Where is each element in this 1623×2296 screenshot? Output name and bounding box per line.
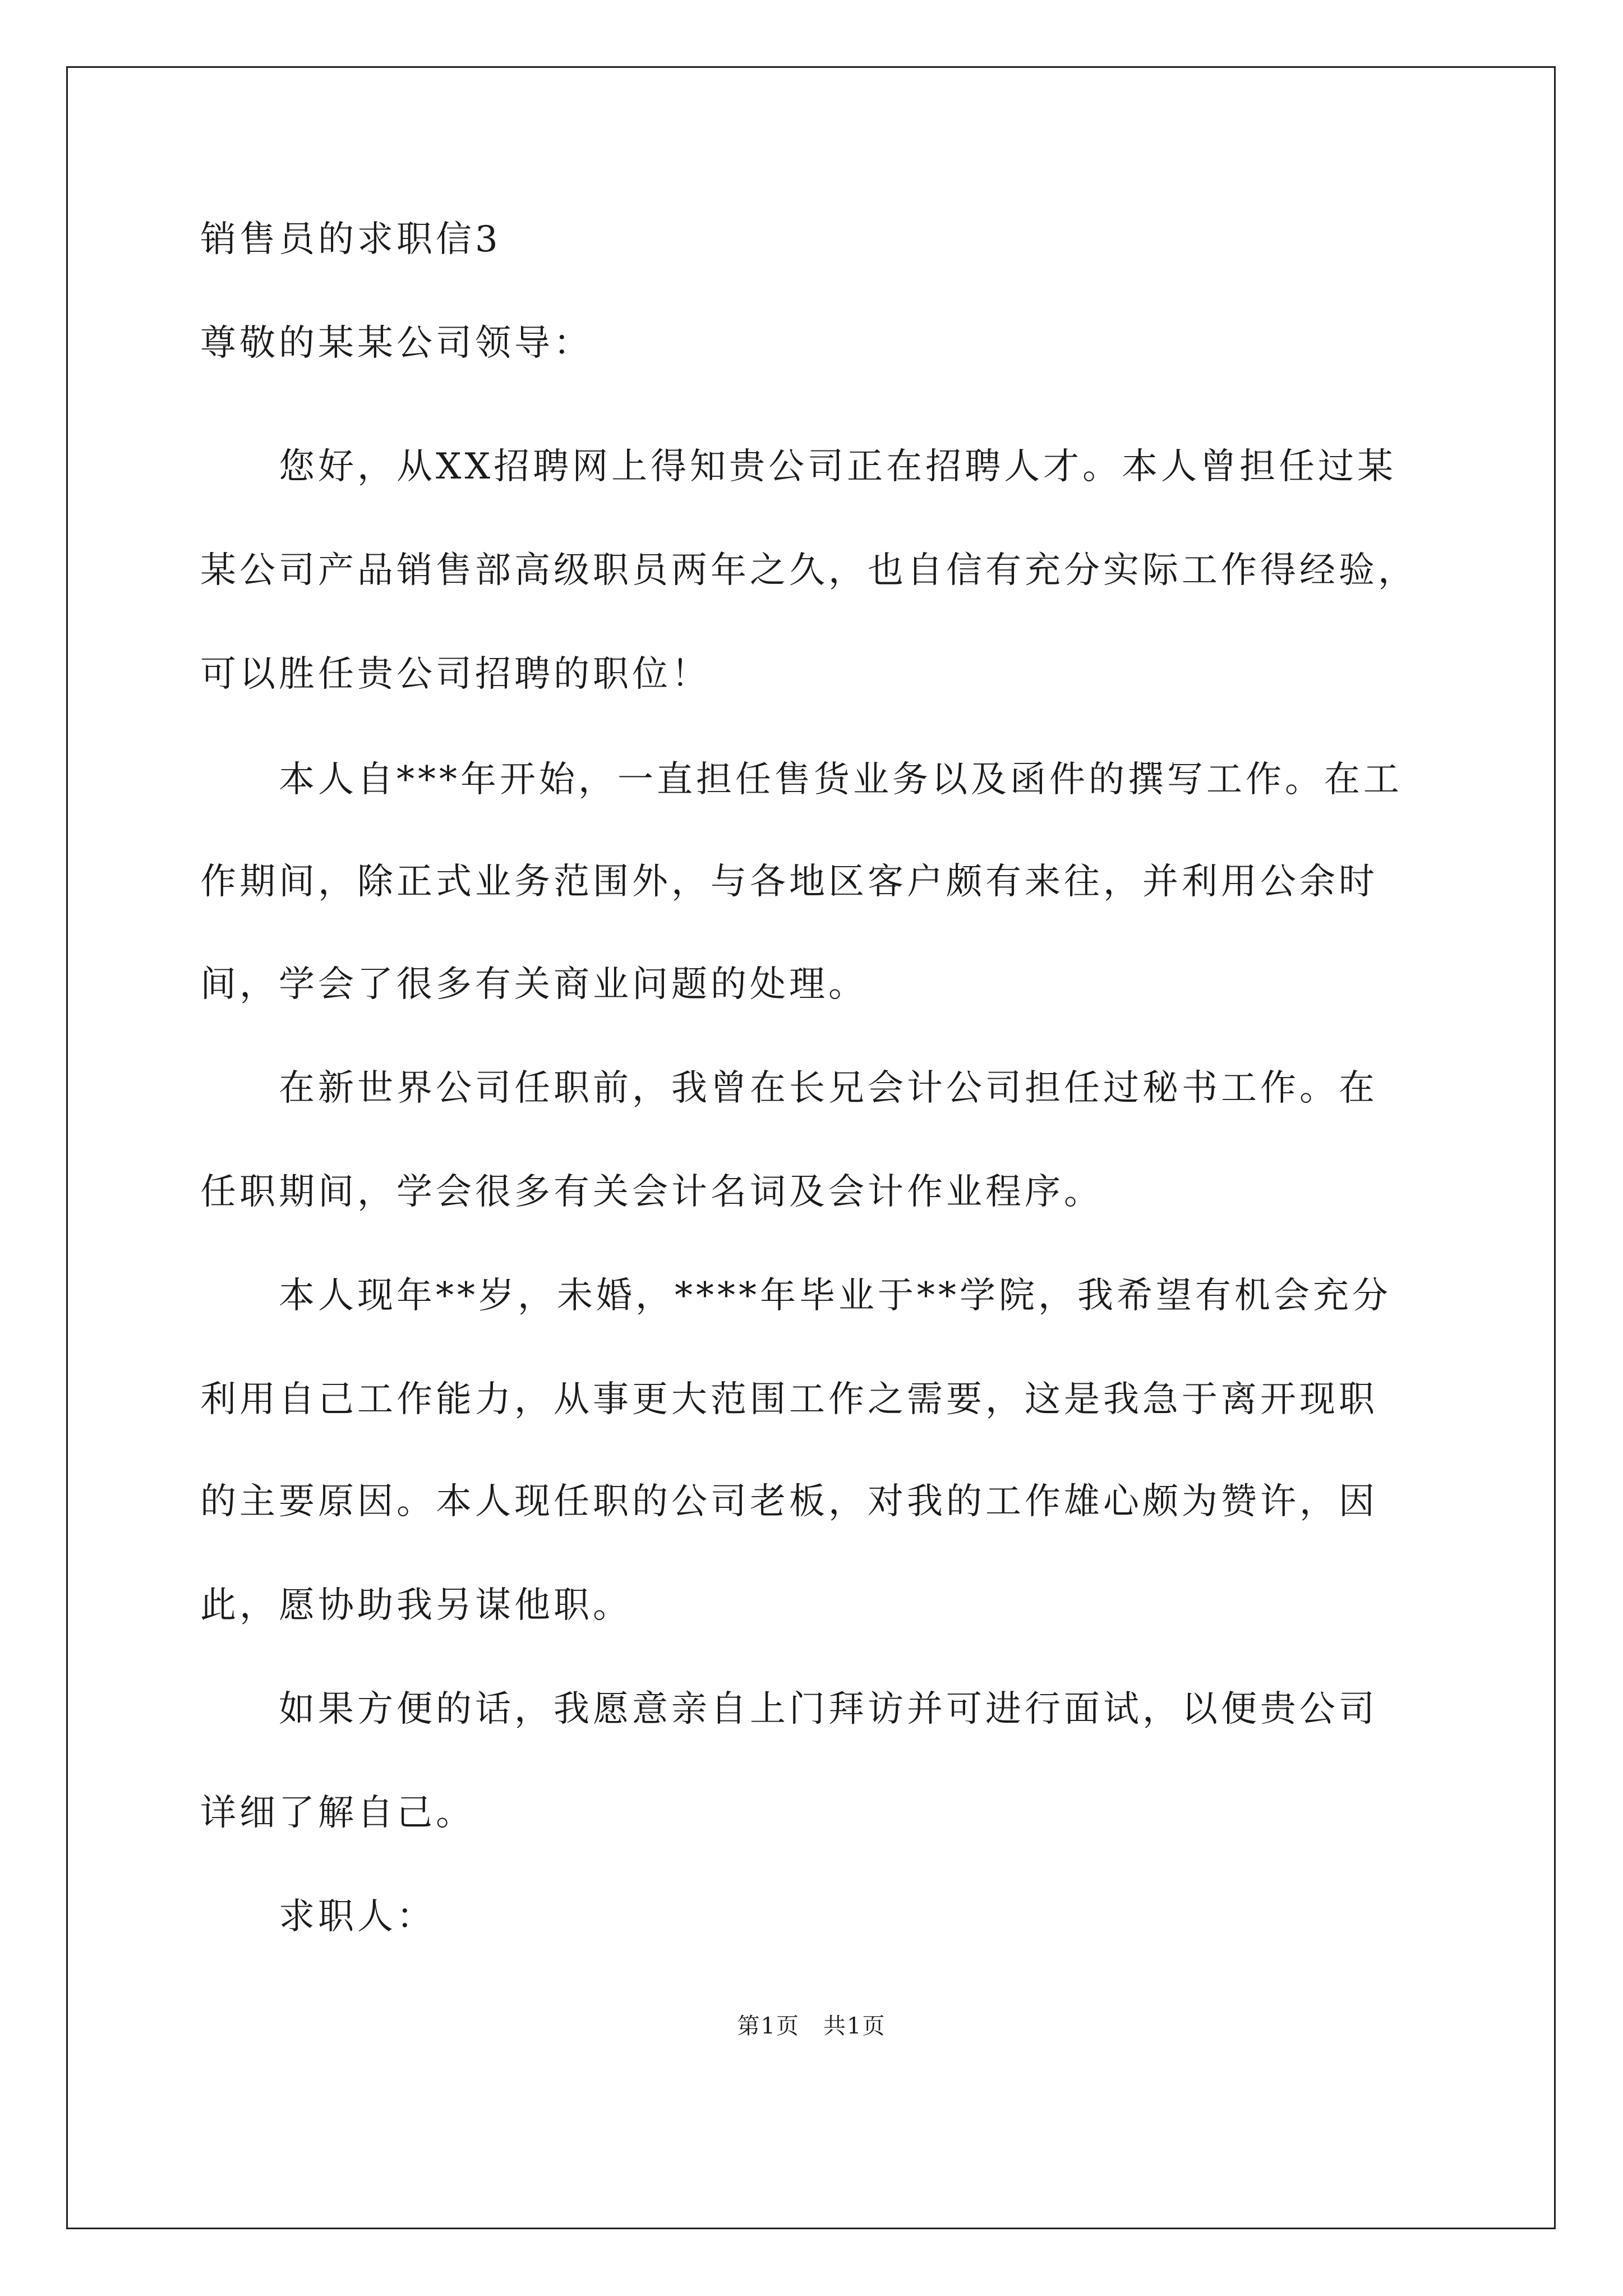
page-number-footer: 第1页 共1页: [737, 2013, 886, 2039]
body-line: 详细了解自己。: [200, 1792, 475, 1834]
body-line: 可以胜任贵公司招聘的职位！: [200, 654, 711, 695]
body-line: 任职期间，学会很多有关会计名词及会计作业程序。: [200, 1171, 1103, 1213]
body-line: 在新世界公司任职前，我曾在长兄会计公司担任过秘书工作。在: [200, 1068, 1378, 1109]
body-line: 某公司产品销售部高级职员两年之久，也自信有充分实际工作得经验，: [200, 550, 1417, 591]
signature-label: 求职人：: [200, 1896, 436, 1938]
body-line: 的主要原因。本人现任职的公司老板，对我的工作雄心颇为赞许，因: [200, 1481, 1378, 1522]
salutation: 尊敬的某某公司领导：: [200, 323, 593, 364]
body-line: 本人自***年开始，一直担任售货业务以及函件的撰写工作。在工: [200, 759, 1403, 800]
body-line: 作期间，除正式业务范围外，与各地区客户颇有来往，并利用公余时: [200, 861, 1378, 903]
body-line: 利用自己工作能力，从事更大范围工作之需要，这是我急于离开现职: [200, 1379, 1378, 1420]
document-title: 销售员的求职信3: [200, 219, 501, 260]
body-line: 此，愿协助我另谋他职。: [200, 1585, 632, 1626]
body-line: 您好，从XX招聘网上得知贵公司正在招聘人才。本人曾担任过某: [200, 446, 1397, 487]
body-line: 间，学会了很多有关商业问题的处理。: [200, 964, 868, 1005]
body-line: 本人现年**岁，未婚，****年毕业于**学院，我希望有机会充分: [200, 1275, 1391, 1317]
body-line: 如果方便的话，我愿意亲自上门拜访并可进行面试，以便贵公司: [200, 1688, 1378, 1730]
